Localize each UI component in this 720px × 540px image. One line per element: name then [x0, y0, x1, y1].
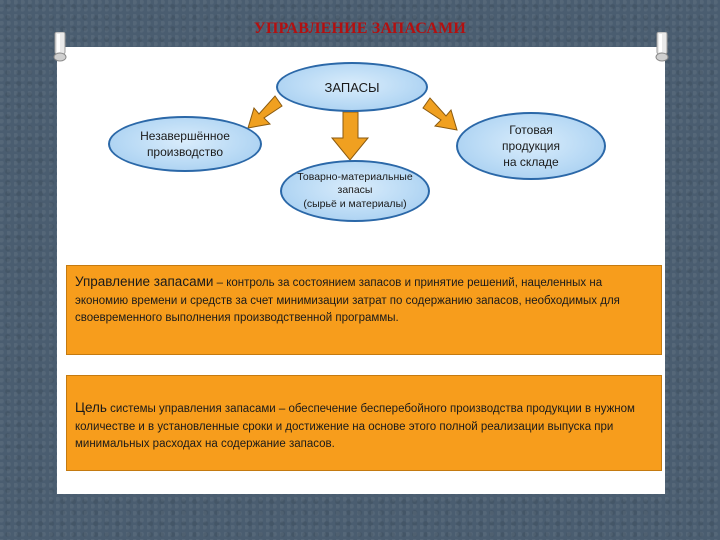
node-work-in-progress: Незавершённое производство — [108, 116, 262, 172]
arrow-to-center-node — [332, 112, 368, 160]
arrow-to-left-node — [248, 96, 282, 128]
goal-definition-box — [66, 375, 662, 471]
management-definition-box — [66, 265, 662, 355]
management-text: – контроль за состоянием запасов и принятие решений, нацеленных на экономию времени и средств за счет минимизации затрат по содержанию запасов, необходимых для своевременного выполнения производственной программы. — [75, 277, 620, 324]
node-zapasy: ЗАПАСЫ — [276, 62, 428, 112]
node-finished-goods: Готовая продукция на складе — [456, 112, 606, 180]
management-lead: Управление запасами — [75, 274, 214, 289]
goal-text: системы управления запасами – обеспечение бесперебойного производства продукции в нужном количестве и в установленные сроки и достижение на основе этого полной реализации выпуска при минимальных расходах на содержание запасов. — [75, 403, 635, 450]
node-inventory: Товарно-материальные запасы (сырьё и материалы) — [280, 160, 430, 222]
slide-title: УПРАВЛЕНИЕ ЗАПАСАМИ — [253, 20, 467, 37]
goal-lead: Цель — [75, 400, 107, 415]
arrow-to-right-node — [423, 98, 457, 130]
